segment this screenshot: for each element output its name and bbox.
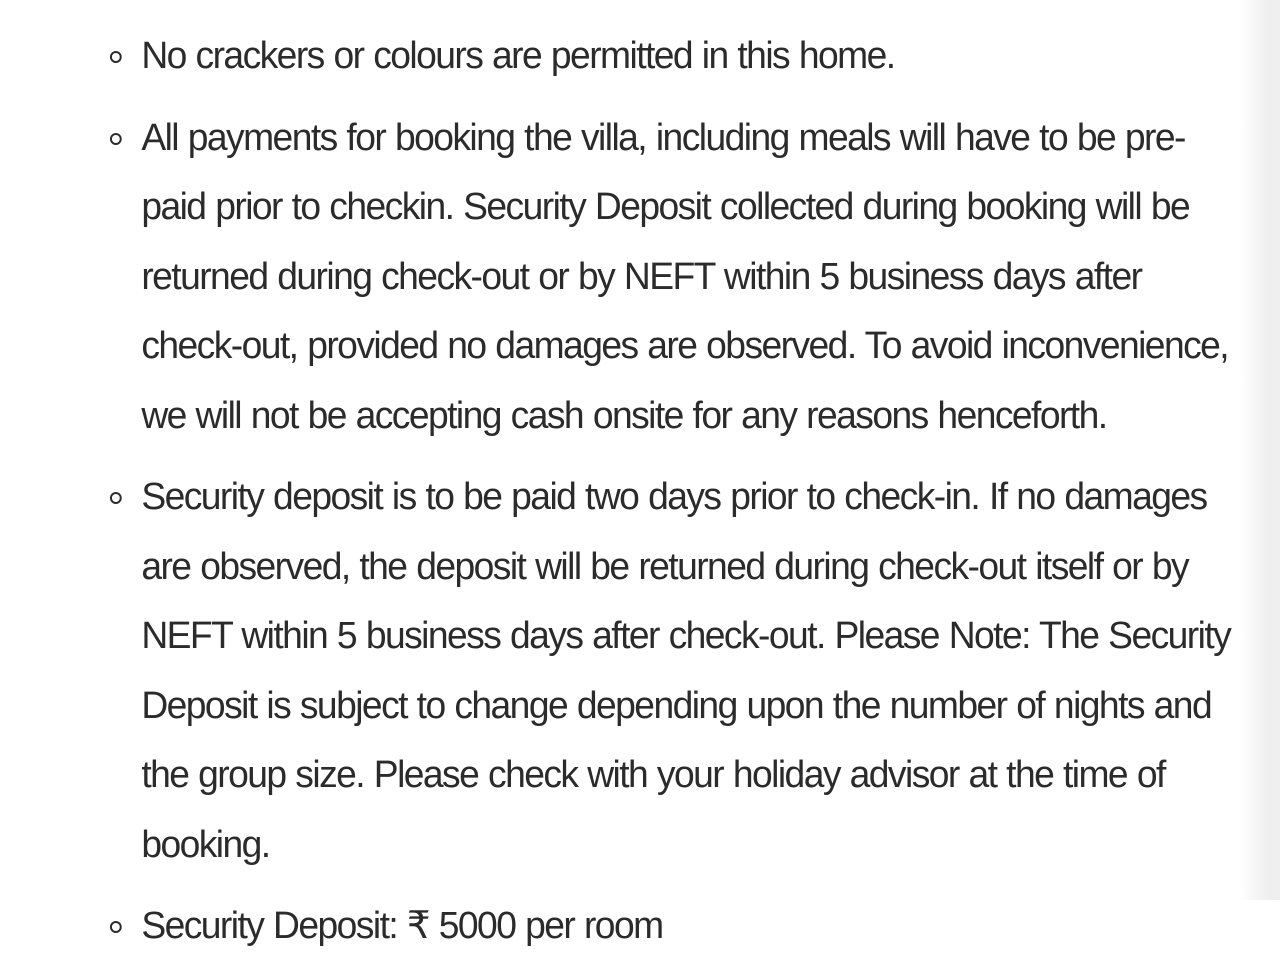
list-item xyxy=(108,104,1235,452)
hollow-circle-bullet-icon xyxy=(110,492,122,504)
list-item-text: No crackers or colours are permitted in this home. xyxy=(141,35,895,77)
list-item xyxy=(108,892,1235,962)
scrollbar-track[interactable] xyxy=(1240,0,1280,900)
hollow-circle-bullet-icon xyxy=(110,51,122,63)
hollow-circle-bullet-icon xyxy=(110,133,122,145)
house-rules-list xyxy=(108,22,1258,962)
list-item-text: Security deposit is to be paid two days prior to check-in. If no damages are observed, the deposit will be returned during check-out itself or by NEFT within 5 business days after check-out. Please Note: The Security Deposit is subject to change depending upon the number of nights and the group size. Please check with your holiday advisor at the time of booking. xyxy=(141,476,1231,866)
list-item-text: Security Deposit: ₹ 5000 per room xyxy=(141,905,663,947)
hollow-circle-bullet-icon xyxy=(110,921,122,933)
list-item xyxy=(108,463,1235,880)
list-item-text: All payments for booking the villa, including meals will have to be pre-paid prior to checkin. Security Deposit collected during booking will be returned during check-out or by NEFT within 5 business days after check-out, provided no damages are observed. To avoid inconvenience, we will not be accepting cash onsite for any reasons henceforth. xyxy=(141,116,1229,437)
list-item xyxy=(108,22,1235,92)
